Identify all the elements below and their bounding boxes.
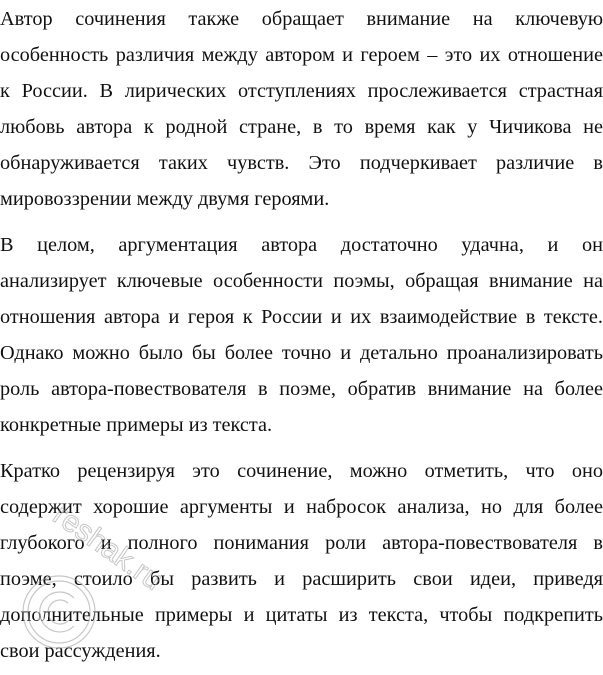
text-line: В целом, аргументация автора достаточно удачна, и он <box>0 234 603 256</box>
text-line: поэме, стоило бы развить и расширить свои идеи, приведя <box>0 568 603 590</box>
text-line: Кратко рецензируя это сочинение, можно отметить, что оно <box>0 460 603 482</box>
text-line: к России. В лирических отступлениях прослеживается страстная <box>0 80 603 102</box>
text-line: особенность различия между автором и героем – это их отношение <box>0 44 603 66</box>
text-line: любовь автора к родной стране, в то время как у Чичикова не <box>0 116 603 138</box>
paragraph-1 <box>0 1 603 217</box>
text-line: конкретные примеры из текста. <box>0 414 273 436</box>
text-line: дополнительные примеры и цитаты из текста, чтобы подкрепить <box>0 604 603 626</box>
text-line: анализирует ключевые особенности поэмы, обращая внимание на <box>0 270 603 292</box>
text-line: глубокого и полного понимания роли автора-повествователя в <box>0 532 603 554</box>
paragraph-2 <box>0 227 603 443</box>
text-line: содержит хорошие аргументы и набросок анализа, но для более <box>0 496 603 518</box>
text-line: Автор сочинения также обращает внимание на ключевую <box>0 8 603 30</box>
watermark-text: reshak.ru <box>47 500 164 597</box>
paragraph-3 <box>0 453 603 669</box>
text-line: Однако можно было бы более точно и детально проанализировать <box>0 342 603 364</box>
text-line: мировоззрении между двумя героями. <box>0 188 330 210</box>
text-line: свои рассуждения. <box>0 640 161 662</box>
text-line: обнаруживается таких чувств. Это подчеркивает различие в <box>0 152 603 174</box>
text-line: отношения автора и героя к России и их взаимодействие в тексте. <box>0 306 603 328</box>
text-line: роль автора-повествователя в поэме, обратив внимание на более <box>0 378 603 400</box>
